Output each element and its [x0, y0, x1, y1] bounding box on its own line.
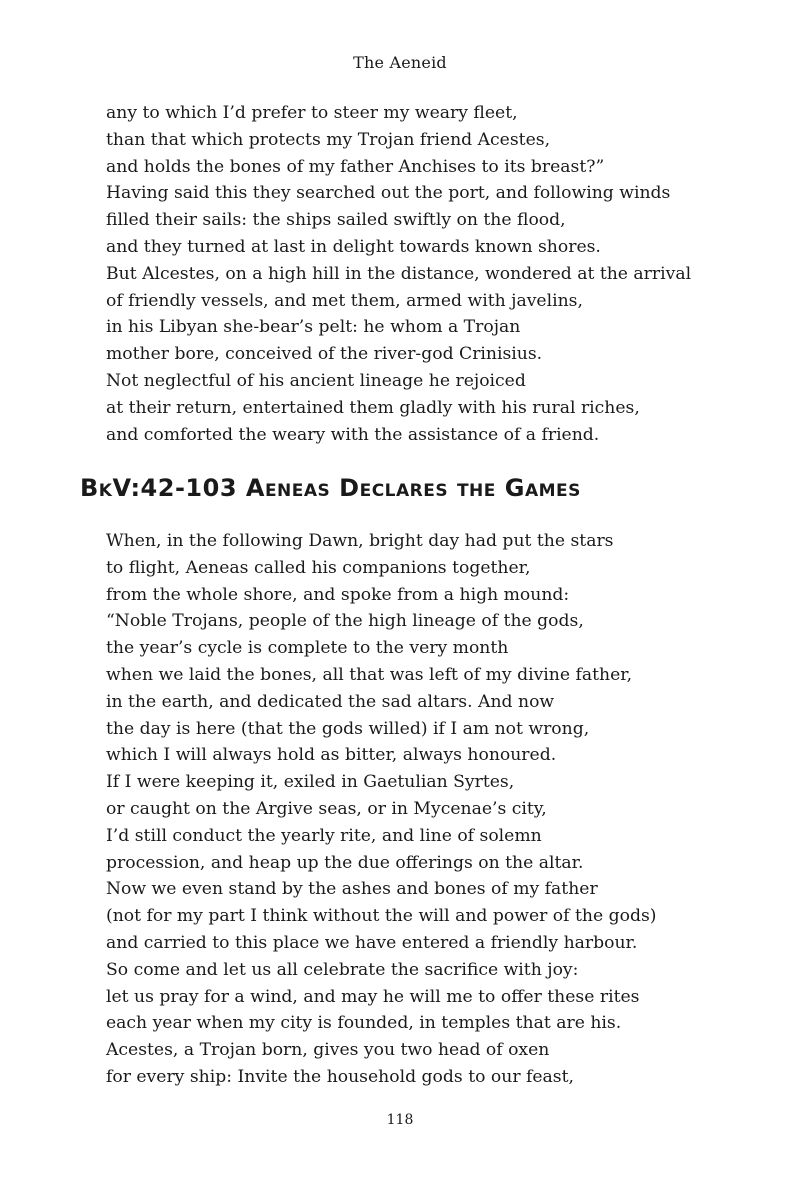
verse-passage-1: [106, 100, 746, 448]
verse-line: and they turned at last in delight towards known shores.: [106, 236, 601, 257]
verse-line: and holds the bones of my father Anchises to its breast?”: [106, 156, 605, 177]
verse-line: Now we even stand by the ashes and bones of my father: [106, 879, 598, 900]
running-header: The Aeneid: [353, 53, 447, 72]
verse-line: than that which protects my Trojan friend Acestes,: [106, 129, 551, 150]
verse-line: at their return, entertained them gladly with his rural riches,: [106, 397, 640, 418]
verse-line: in his Libyan she-bear’s pelt: he whom a Trojan: [106, 317, 521, 338]
verse-line: and comforted the weary with the assistance of a friend.: [106, 424, 600, 445]
verse-line: the day is here (that the gods willed) if I am not wrong,: [106, 718, 590, 739]
verse-line: let us pray for a wind, and may he will me to offer these rites: [106, 986, 640, 1007]
verse-line: (not for my part I think without the will and power of the gods): [106, 906, 657, 927]
verse-line: Having said this they searched out the port, and following winds: [106, 183, 671, 204]
verse-line: I’d still conduct the yearly rite, and line of solemn: [106, 825, 542, 846]
verse-line: when we laid the bones, all that was left of my divine father,: [106, 664, 633, 685]
verse-line: for every ship: Invite the household gods to our feast,: [106, 1066, 574, 1087]
verse-line: or caught on the Argive seas, or in Mycenae’s city,: [106, 798, 547, 819]
section-heading: BkV:42-103 Aeneas Declares the Games: [80, 474, 581, 502]
verse-line: from the whole shore, and spoke from a high mound:: [106, 584, 570, 605]
verse-line: any to which I’d prefer to steer my weary fleet,: [106, 103, 518, 123]
verse-line: the year’s cycle is complete to the very month: [106, 638, 509, 659]
verse-line: Not neglectful of his ancient lineage he rejoiced: [106, 370, 526, 391]
verse-line: which I will always hold as bitter, always honoured.: [106, 745, 557, 766]
verse-line: procession, and heap up the due offerings on the altar.: [106, 852, 584, 873]
verse-line: each year when my city is founded, in temples that are his.: [106, 1013, 622, 1034]
verse-line: and carried to this place we have entered a friendly harbour.: [106, 932, 638, 953]
verse-line: “Noble Trojans, people of the high lineage of the gods,: [106, 611, 584, 632]
verse-line: But Alcestes, on a high hill in the distance, wondered at the arrival: [106, 263, 692, 284]
verse-line: mother bore, conceived of the river-god Crinisius.: [106, 344, 543, 365]
verse-line: When, in the following Dawn, bright day had put the stars: [106, 531, 614, 551]
verse-line: So come and let us all celebrate the sacrifice with joy:: [106, 959, 579, 980]
verse-line: filled their sails: the ships sailed swiftly on the flood,: [106, 210, 566, 231]
verse-line: in the earth, and dedicated the sad altars. And now: [106, 691, 555, 712]
verse-line: Acestes, a Trojan born, gives you two head of oxen: [106, 1040, 550, 1061]
page-number: 118: [386, 1112, 414, 1128]
verse-line: If I were keeping it, exiled in Gaetulian Syrtes,: [106, 772, 515, 793]
verse-line: of friendly vessels, and met them, armed with javelins,: [106, 290, 583, 311]
verse-line: to flight, Aeneas called his companions together,: [106, 557, 531, 578]
verse-passage-2: [106, 528, 746, 1091]
